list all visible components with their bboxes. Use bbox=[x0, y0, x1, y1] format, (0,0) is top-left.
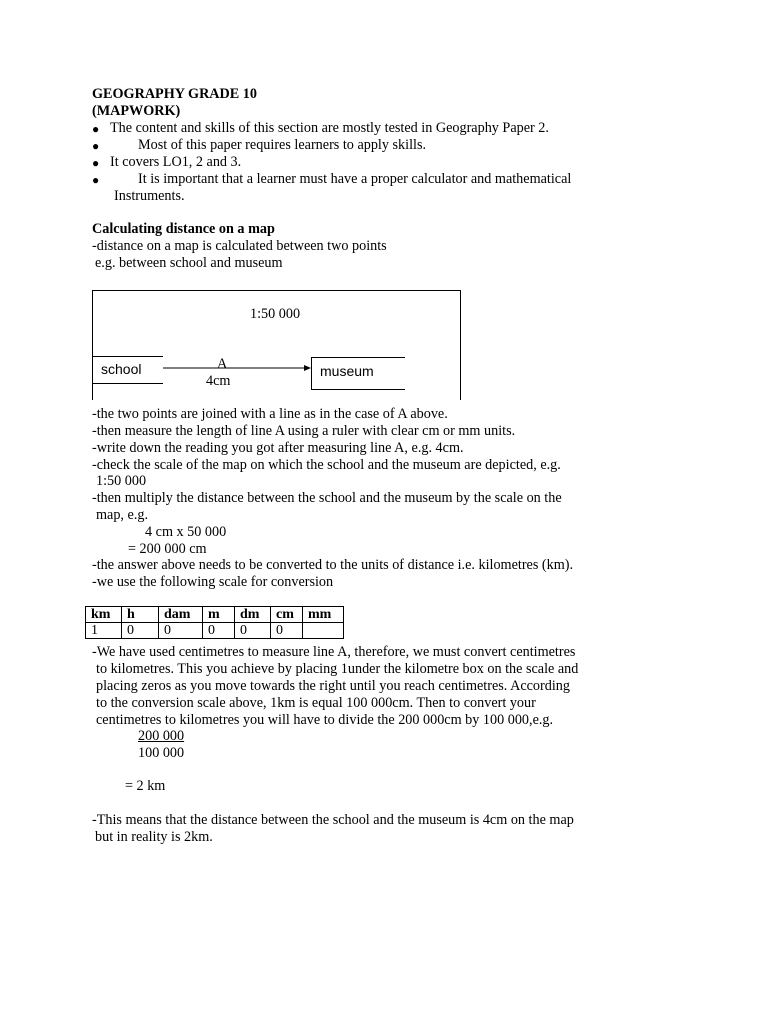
unit-value-h: 0 bbox=[122, 623, 159, 639]
diagram-scale-label: 1:50 000 bbox=[250, 306, 301, 322]
step-line: -then multiply the distance between the school and the museum by the scale on the bbox=[92, 490, 562, 506]
conclusion-line: -This means that the distance between the school and the museum is 4cm on the map bbox=[92, 812, 574, 828]
section-heading: Calculating distance on a map bbox=[92, 221, 275, 237]
intro-line-1: -distance on a map is calculated between two points bbox=[92, 238, 387, 254]
step-line: -write down the reading you got after measuring line A, e.g. 4cm. bbox=[92, 440, 464, 456]
step-line: -then measure the length of line A using a ruler with clear cm or mm units. bbox=[92, 423, 516, 439]
conversion-table-row bbox=[86, 623, 344, 639]
unit-value-m: 0 bbox=[203, 623, 235, 639]
unit-value-mm bbox=[303, 623, 344, 639]
explanation-line: to the conversion scale above, 1km is equal 100 000cm. Then to convert your bbox=[96, 695, 536, 711]
bullet-text-4: It is important that a learner must have a proper calculator and mathematical bbox=[138, 171, 572, 187]
museum-box bbox=[311, 357, 405, 390]
step-line: 1:50 000 bbox=[96, 473, 147, 489]
document-subtitle: (MAPWORK) bbox=[92, 103, 181, 119]
unit-value-dm: 0 bbox=[235, 623, 271, 639]
bullet-text-4-continued: Instruments. bbox=[114, 188, 185, 204]
distance-label: 4cm bbox=[206, 373, 231, 389]
conversion-table bbox=[85, 606, 344, 639]
unit-value-cm: 0 bbox=[271, 623, 303, 639]
bullet-icon: ● bbox=[92, 156, 100, 170]
final-result: = 2 km bbox=[125, 778, 166, 794]
unit-header-h: h bbox=[122, 607, 159, 623]
bullet-text-2: Most of this paper requires learners to apply skills. bbox=[138, 137, 427, 153]
explanation-line: placing zeros as you move towards the right until you reach centimetres. According bbox=[96, 678, 570, 694]
conclusion-line: but in reality is 2km. bbox=[95, 829, 213, 845]
school-label: school bbox=[101, 361, 142, 377]
unit-header-mm: mm bbox=[303, 607, 344, 623]
step-line: -the answer above needs to be converted to the units of distance i.e. kilometres (km). bbox=[92, 557, 574, 573]
step-line: -the two points are joined with a line as in the case of A above. bbox=[92, 406, 448, 422]
calculation-result: = 200 000 cm bbox=[128, 541, 207, 557]
unit-header-cm: cm bbox=[271, 607, 303, 623]
bullet-icon: ● bbox=[92, 122, 100, 136]
unit-header-dam: dam bbox=[159, 607, 203, 623]
bullet-text-3: It covers LO1, 2 and 3. bbox=[110, 154, 242, 170]
unit-header-dm: dm bbox=[235, 607, 271, 623]
explanation-line: to kilometres. This you achieve by placing 1under the kilometre box on the scale and bbox=[96, 661, 579, 677]
unit-value-dam: 0 bbox=[159, 623, 203, 639]
explanation-line: -We have used centimetres to measure line A, therefore, we must convert centimetres bbox=[92, 644, 576, 660]
line-a-label: A bbox=[217, 356, 228, 372]
unit-value-km: 1 bbox=[86, 623, 122, 639]
document-title: GEOGRAPHY GRADE 10 bbox=[92, 86, 257, 102]
school-box bbox=[92, 356, 163, 384]
bullet-text-1: The content and skills of this section are mostly tested in Geography Paper 2. bbox=[110, 120, 549, 136]
bullet-icon: ● bbox=[92, 139, 100, 153]
step-line: -check the scale of the map on which the school and the museum are depicted, e.g. bbox=[92, 457, 561, 473]
bullet-icon: ● bbox=[92, 173, 100, 187]
intro-line-2: e.g. between school and museum bbox=[95, 255, 283, 271]
fraction-denominator: 100 000 bbox=[138, 745, 185, 761]
step-line: map, e.g. bbox=[96, 507, 149, 523]
calculation-line: 4 cm x 50 000 bbox=[145, 524, 227, 540]
conversion-table-header bbox=[86, 607, 344, 623]
fraction-numerator: 200 000 bbox=[138, 728, 185, 744]
unit-header-m: m bbox=[203, 607, 235, 623]
unit-header-km: km bbox=[86, 607, 122, 623]
museum-label: museum bbox=[320, 363, 374, 379]
explanation-line: centimetres to kilometres you will have to divide the 200 000cm by 100 000,e.g. bbox=[96, 712, 554, 728]
step-line: -we use the following scale for conversion bbox=[92, 574, 334, 590]
